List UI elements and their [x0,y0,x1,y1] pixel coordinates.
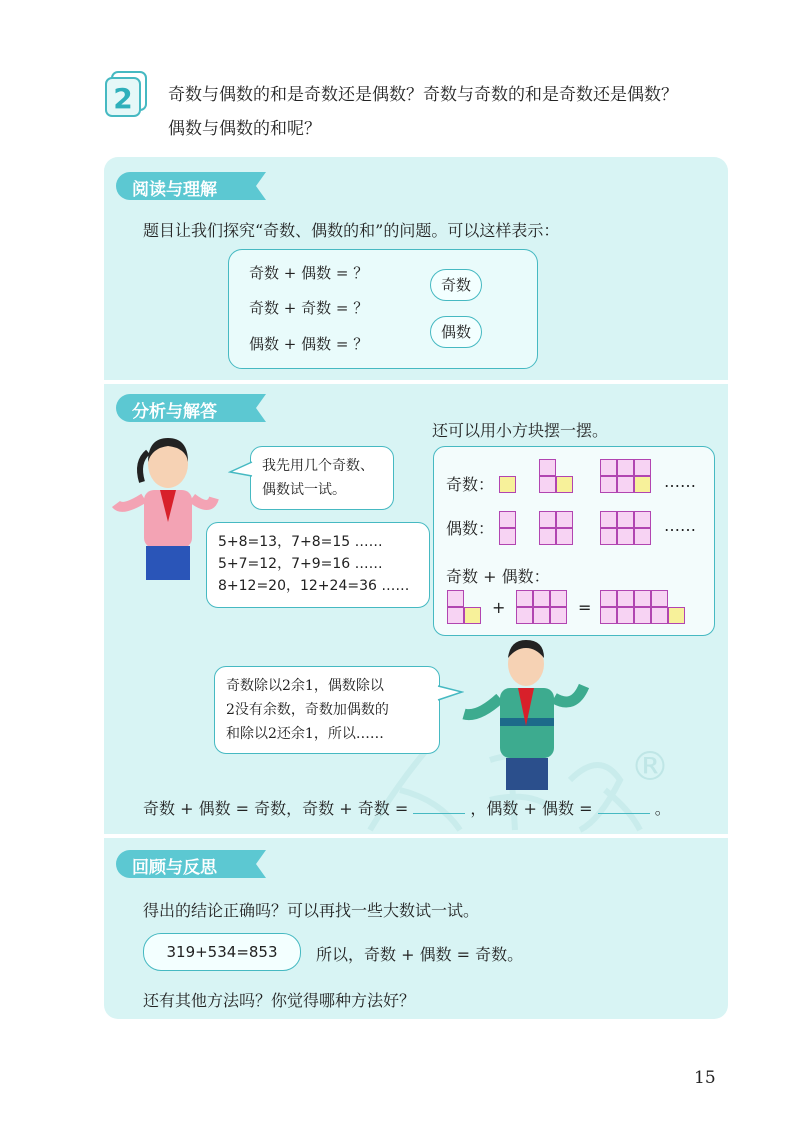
block-cell [651,607,668,624]
block-cell [668,607,685,624]
block-cell [539,459,556,476]
girl-bubble-tail [228,460,254,480]
block-cell [600,459,617,476]
block-cell [600,607,617,624]
page-number: 15 [694,1068,716,1088]
boy-illustration [460,636,594,792]
svg-text:2: 2 [113,82,133,115]
review-sentence-1: 得出的结论正确吗？可以再找一些大数试一试。 [143,901,480,920]
block-cell [550,607,567,624]
even-row-label: 偶数： [446,519,495,538]
block-cell [617,459,634,476]
block-cell [539,528,556,545]
block-cell [556,528,573,545]
question-line-1: 奇数与偶数的和是奇数还是偶数？奇数与奇数的和是奇数还是偶数？ [168,85,678,105]
block-cell [617,511,634,528]
block-cell [617,476,634,493]
section-title-read: 阅读与理解 [132,180,217,200]
block-cell [447,590,464,607]
girl-speech-text: 我先用几个奇数、 偶数试一试。 [262,458,374,498]
calc-line: 8+12=20，12+24=36 …… [218,578,410,594]
odd-ellipsis: …… [664,472,696,491]
block-cell [617,590,634,607]
block-cell [634,459,651,476]
block-cell [634,590,651,607]
block-cell [499,476,516,493]
answer-blank-odd-odd[interactable] [413,813,465,814]
block-cell [499,528,516,545]
block-cell [600,528,617,545]
plus-sign: + [492,598,506,617]
equation-2: 奇数 + 奇数 = ？ [249,299,369,317]
problem-number-badge [104,70,148,118]
calc-examples [218,531,409,597]
boy-bubble-tail [436,684,464,704]
answer-blank-even-even[interactable] [598,813,650,814]
calc-line: 5+8=13，7+8=15 …… [218,534,383,550]
block-cell [600,590,617,607]
section-divider [104,380,728,384]
block-cell [617,528,634,545]
block-cell [516,607,533,624]
even-ellipsis: …… [664,516,696,535]
block-cell [556,476,573,493]
block-cell [617,607,634,624]
read-sentence: 题目让我们探究“奇数、偶数的和”的问题。可以这样表示： [143,221,560,240]
block-cell [516,590,533,607]
option-odd: 奇数 [430,269,482,301]
block-cell [556,511,573,528]
block-cell [634,607,651,624]
question-line-2: 偶数与偶数的和呢？ [168,119,321,139]
block-cell [600,511,617,528]
girl-illustration [108,432,220,582]
equation-3: 偶数 + 偶数 = ？ [249,335,369,353]
block-cell [600,476,617,493]
sum-row-label: 奇数 + 偶数： [446,567,550,586]
equals-sign: = [578,598,592,617]
review-sentence-2: 还有其他方法吗？你觉得哪种方法好？ [143,991,416,1010]
svg-text:®: ® [630,744,670,790]
section-title-review: 回顾与反思 [132,858,217,878]
block-cell [550,590,567,607]
block-cell [539,511,556,528]
block-cell [533,607,550,624]
block-cell [447,607,464,624]
equation-1: 奇数 + 偶数 = ？ [249,264,369,282]
conclusion-line: 奇数 + 偶数 = 奇数，奇数 + 奇数 = ，偶数 + 偶数 = 。 [143,799,671,818]
boy-speech-text: 奇数除以2余1，偶数除以 2没有余数，奇数加偶数的 和除以2还余1，所以…… [226,678,389,742]
block-cell [464,607,481,624]
block-cell [634,476,651,493]
block-cell [533,590,550,607]
block-cell [634,511,651,528]
block-cell [651,590,668,607]
block-cell [499,511,516,528]
option-even: 偶数 [430,316,482,348]
calc-line: 5+7=12，7+9=16 …… [218,556,383,572]
odd-row-label: 奇数： [446,475,495,494]
section-title-analyze: 分析与解答 [132,402,217,422]
block-cell [539,476,556,493]
blocks-caption: 还可以用小方块摆一摆。 [432,421,609,440]
block-cell [634,528,651,545]
problem-question [168,78,768,146]
review-result: 所以，奇数 + 偶数 = 奇数。 [316,945,524,964]
check-calculation: 319+534=853 [143,933,301,971]
